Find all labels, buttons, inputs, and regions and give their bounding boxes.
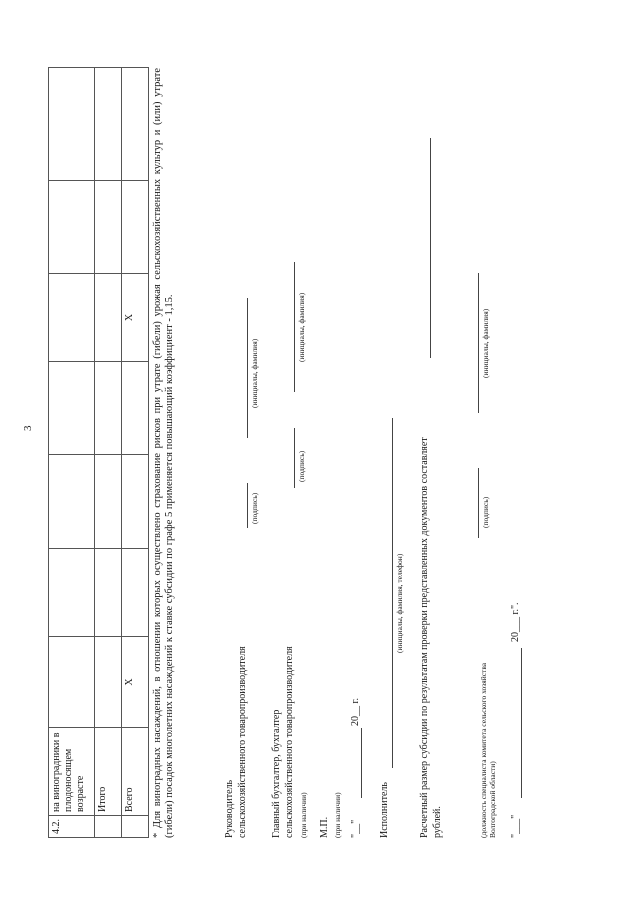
bottom-date-quotes: "___": [510, 814, 521, 838]
x-mark: X: [122, 274, 149, 362]
row-label: Итого: [95, 728, 122, 816]
table-cell: [95, 68, 122, 181]
table-cell: [95, 455, 122, 549]
table-row: [49, 68, 95, 838]
head-signature-line: [247, 483, 248, 528]
date-year: 20__ г.: [350, 698, 361, 726]
accountant-signature-caption: (подпись): [297, 450, 306, 482]
specialist-signature-line: [478, 468, 479, 538]
row-number: 4.2.: [49, 816, 95, 838]
document-page: [48, 68, 568, 838]
table-row: [122, 68, 149, 838]
rubles-label: рублей.: [432, 806, 443, 838]
executor-line: [392, 418, 393, 768]
table-cell: [122, 816, 149, 838]
date-month-line: [361, 728, 362, 798]
calc-amount-line: [430, 138, 431, 358]
stamp-label: М.П.: [319, 816, 330, 838]
accountant-signature-line: [294, 428, 295, 488]
table-cell: [49, 455, 95, 549]
head-name-line: [247, 298, 248, 438]
bottom-date-year: 20___ г.".: [510, 602, 521, 642]
head-title-line1: Руководитель: [224, 779, 235, 838]
accountant-name-caption: (инициалы, фамилия): [297, 292, 306, 362]
date-quotes: "__": [350, 819, 361, 838]
table-cell: [95, 362, 122, 455]
calc-line: Расчетный размер субсидии по результатам проверки представленных документов составляет: [419, 437, 430, 838]
table-cell: [122, 68, 149, 181]
executor-caption: (инициалы, фамилия, телефон): [395, 553, 404, 653]
table-cell: [49, 68, 95, 181]
table-cell: [95, 181, 122, 274]
table-row: [95, 68, 122, 838]
table-cell: [95, 816, 122, 838]
specialist-name-caption: (инициалы, фамилия): [481, 308, 490, 378]
subsidy-table: [48, 67, 149, 838]
accountant-name-line: [294, 262, 295, 392]
row-label: на виноградники в плодоносящем возрасте: [49, 728, 95, 816]
accountant-title-line2: сельскохозяйственного товаропроизводителя: [284, 646, 295, 838]
table-cell: [122, 549, 149, 637]
table-cell: [49, 637, 95, 728]
specialist-name-line: [478, 273, 479, 413]
specialist-signature-caption: (подпись): [481, 496, 490, 528]
accountant-title-line1: Главный бухгалтер, бухгалтер: [271, 709, 282, 838]
table-cell: [49, 181, 95, 274]
table-cell: [49, 274, 95, 362]
table-cell: [49, 549, 95, 637]
table-cell: [49, 362, 95, 455]
head-name-caption: (инициалы, фамилия): [250, 338, 259, 408]
table-cell: [122, 455, 149, 549]
head-title-line2: сельскохозяйственного товаропроизводителя: [237, 646, 248, 838]
footnote: * Для виноградных насаждений, в отношении которых осуществлено страхование рисков при утрате (гибели) урожая сельскохозяйственных культур и (или) утрате (гибели) посадок многолетних насаждений к ставке субсидии по графе 5 применяется повышающий коэффициент - 1,15.: [152, 68, 175, 838]
table-cell: [95, 549, 122, 637]
x-mark: X: [122, 637, 149, 728]
page-number: 3: [22, 425, 34, 431]
accountant-if-any: (при наличии): [299, 792, 308, 838]
executor-label: Исполнитель: [379, 782, 390, 838]
table-cell: [95, 637, 122, 728]
bottom-date-month-line: [521, 648, 522, 798]
stamp-if-any: (при наличии): [333, 792, 342, 838]
table-cell: [122, 181, 149, 274]
table-cell: [95, 274, 122, 362]
row-label: Всего: [122, 728, 149, 816]
table-cell: [122, 362, 149, 455]
head-signature-caption: (подпись): [250, 492, 259, 524]
specialist-caption: (должность специалиста комитета сельского хозяйства Волгоградской области): [479, 662, 497, 838]
